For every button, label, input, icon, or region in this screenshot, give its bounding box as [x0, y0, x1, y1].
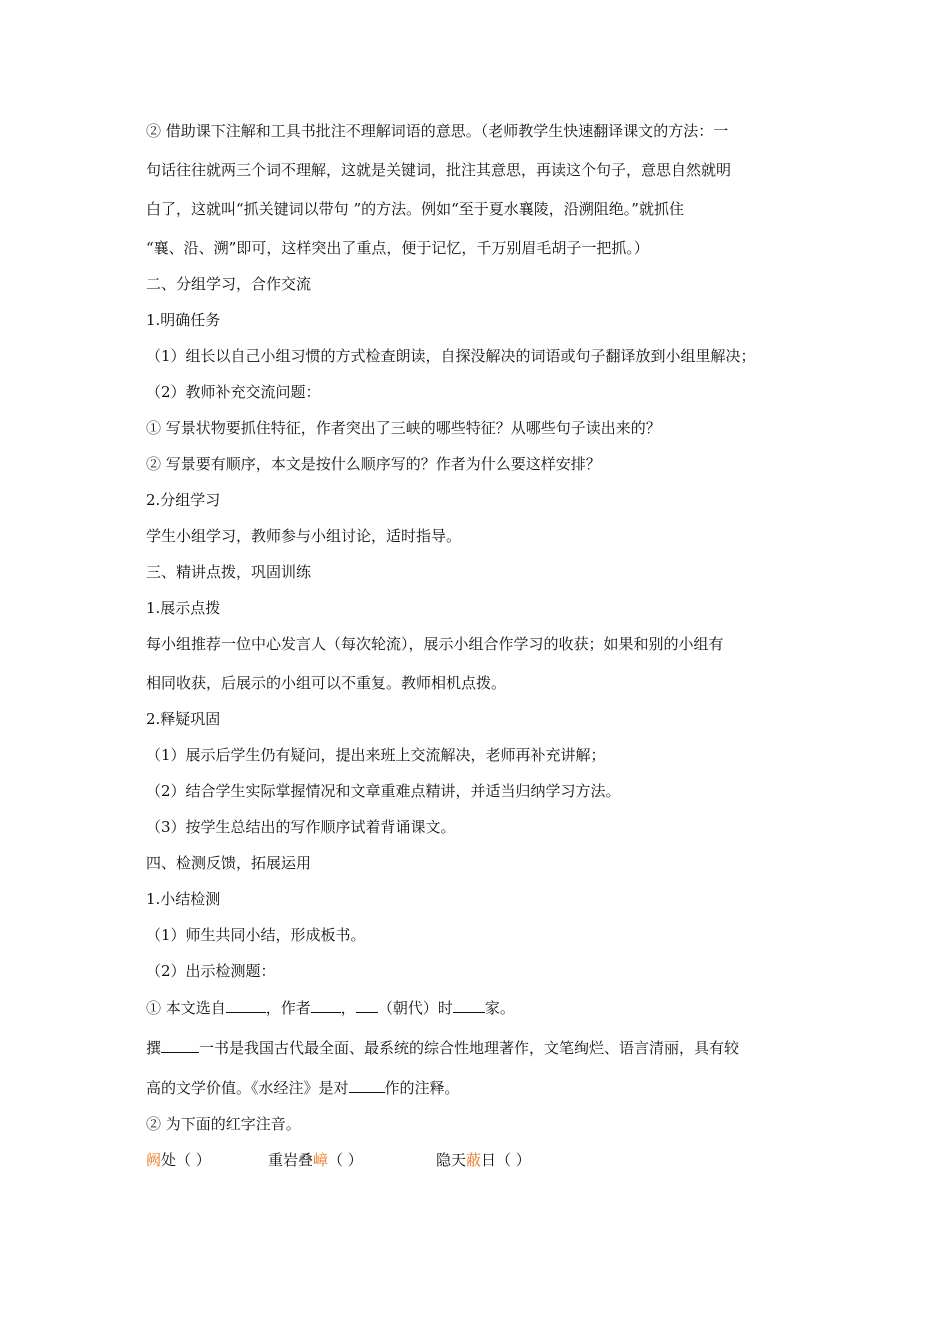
fill-2-text-a: 撰 [146, 1039, 162, 1057]
pinyin-item-3-prefix: 隐天 [436, 1151, 467, 1169]
blank-dynasty[interactable] [356, 996, 378, 1013]
fill-1-text-e: 家。 [484, 999, 515, 1017]
section-2-question-2: ② 写景要有顺序，本文是按什么顺序写的？作者为什么要这样安排？ [146, 455, 601, 473]
pinyin-item-2 [268, 1149, 436, 1171]
section-4-item-1: （1）师生共同小结，形成板书。 [146, 926, 366, 944]
section-3-item-3: （3）按学生总结出的写作顺序试着背诵课文。 [146, 818, 456, 836]
section-4-sub-1: 1.小结检测 [146, 890, 221, 908]
section-4-heading: 四、检测反馈，拓展运用 [146, 854, 312, 872]
pinyin-item-3-rest: 日（ ） [481, 1151, 531, 1169]
section-3-item-2: （2）结合学生实际掌握情况和文章重难点精讲，并适当归纳学习方法。 [146, 782, 621, 800]
section-2-question-1: ① 写景状物要抓住特征，作者突出了三峡的哪些特征？从哪些句子读出来的？ [146, 419, 661, 437]
fill-1-text-b: ，作者 [265, 999, 311, 1017]
fill-1-text-a: ① 本文选自 [146, 999, 226, 1017]
fill-in-line-2 [146, 1036, 814, 1059]
fill-1-text-d: （朝代）时 [377, 999, 453, 1017]
section-3-sub-1: 1.展示点拨 [146, 599, 221, 617]
intro-line-2: 句话往往就两三个词不理解，这就是关键词，批注其意思，再读这个句子，意思自然就明 [146, 161, 732, 179]
pinyin-item-3 [436, 1149, 531, 1171]
pinyin-row [146, 1149, 814, 1171]
section-2-sub-2: 2.分组学习 [146, 491, 221, 509]
fill-in-line-1 [146, 996, 814, 1019]
blank-profession[interactable] [453, 996, 485, 1013]
section-2-heading: 二、分组学习，合作交流 [146, 275, 312, 293]
pinyin-item-2-rest: （ ） [328, 1151, 363, 1169]
section-3-item-1: （1）展示后学生仍有疑问，提出来班上交流解决，老师再补充讲解； [146, 746, 606, 764]
section-4-item-2: （2）出示检测题： [146, 962, 276, 980]
pinyin-item-1-red-char: 阙 [146, 1151, 162, 1169]
intro-line-4: “襄、沿、溯”即可，这样突出了重点，便于记忆，千万别眉毛胡子一把抓。） [146, 239, 649, 257]
blank-annotated-work[interactable] [349, 1076, 385, 1093]
section-2-item-1: （1）组长以自己小组习惯的方式检查朗读，自探没解决的词语或句子翻译放到小组里解决； [146, 347, 756, 365]
section-3-heading: 三、精讲点拨，巩固训练 [146, 563, 312, 581]
section-3-para-1: 每小组推荐一位中心发言人（每次轮流），展示小组合作学习的收获；如果和别的小组有 [146, 635, 724, 653]
pinyin-item-1-rest: 处（ ） [161, 1151, 211, 1169]
fill-3-text-a: 高的文学价值。《水经注》是对 [146, 1079, 349, 1097]
section-2-item-2: （2）教师补充交流问题： [146, 383, 321, 401]
blank-author[interactable] [311, 996, 341, 1013]
intro-line-1: ② 借助课下注解和工具书批注不理解词语的意思。（老师教学生快速翻译课文的方法：一 [146, 122, 729, 140]
blank-source[interactable] [226, 996, 266, 1013]
document-page [146, 120, 814, 1171]
blank-book[interactable] [161, 1036, 199, 1053]
fill-3-text-b: 作的注释。 [384, 1079, 460, 1097]
pinyin-item-2-prefix: 重岩叠 [268, 1151, 314, 1169]
fill-1-text-c: ， [340, 999, 356, 1017]
section-3-sub-2: 2.释疑巩固 [146, 710, 221, 728]
pinyin-item-3-red-char: 蔽 [466, 1151, 482, 1169]
pinyin-item-2-red-char: 嶂 [313, 1151, 329, 1169]
intro-line-3: 白了，这就叫“抓关键词以带句 ”的方法。例如“至于夏水襄陵，沿溯阻绝。”就抓住 [146, 200, 684, 218]
fill-in-line-3 [146, 1076, 814, 1099]
section-2-text: 学生小组学习，教师参与小组讨论，适时指导。 [146, 527, 462, 545]
fill-2-text-b: 一书是我国古代最全面、最系统的综合性地理著作，文笔绚烂、语言清丽，具有较 [199, 1039, 740, 1057]
section-4-question-2: ② 为下面的红字注音。 [146, 1115, 301, 1133]
pinyin-item-1 [146, 1149, 268, 1171]
section-3-para-2: 相同收获，后展示的小组可以不重复。教师相机点拨。 [146, 674, 507, 692]
section-2-sub-1: 1.明确任务 [146, 311, 221, 329]
